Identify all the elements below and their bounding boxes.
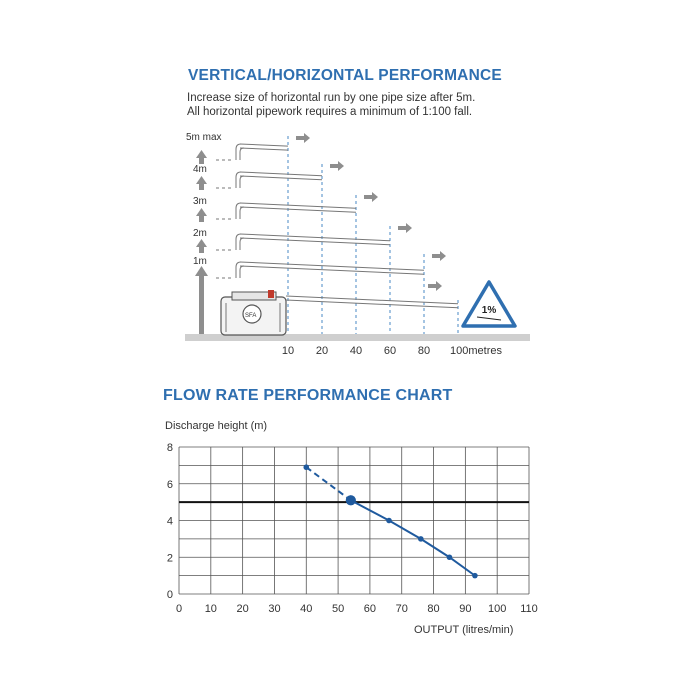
pipe-elbow-inner-3m: [240, 207, 244, 219]
distance-tick-100: 100metres: [450, 345, 502, 357]
pipe-run-2m: [240, 234, 390, 241]
pipe-run-inner-2m: [240, 238, 390, 245]
y-tick-label-2: 2: [166, 552, 173, 565]
pipe-run-4m: [240, 172, 322, 176]
fall-warning-icon: [463, 282, 515, 326]
x-tick-label-20: 20: [236, 603, 249, 615]
pump-unit-icon: [221, 290, 286, 335]
x-tick-label-0: 0: [175, 603, 183, 615]
pipe-run-inner-0m: [286, 300, 458, 308]
x-tick-label-30: 30: [268, 603, 281, 615]
up-arrow-5m: [196, 150, 207, 158]
x-tick-label-10: 10: [204, 603, 217, 615]
height-label-2m: 2m: [193, 228, 207, 239]
flow-rate-title: FLOW RATE PERFORMANCE CHART: [163, 387, 453, 404]
x-tick-label-60: 60: [363, 603, 377, 615]
vertical-rise-arrow: [199, 272, 204, 334]
x-tick-label-110: 110: [520, 603, 538, 615]
pipe-run-inner-4m: [240, 176, 322, 180]
y-axis-label: Discharge height (m): [165, 420, 268, 432]
data-point-1-4: [472, 573, 478, 579]
pipe-elbow-inner-5m: [240, 148, 244, 160]
up-arrow-2m-stem: [199, 247, 204, 253]
x-tick-label-100: 100: [488, 603, 507, 615]
height-label-4m: 4m: [193, 164, 207, 175]
fall-sign-label: 1%: [481, 305, 497, 316]
x-tick-label-90: 90: [459, 603, 472, 615]
pipe-elbow-inner-1m: [240, 266, 244, 278]
run-arrow-40: [364, 192, 378, 202]
y-tick-label-4: 4: [166, 515, 173, 528]
pipe-run-1m: [240, 262, 424, 270]
fall-note: All horizontal pipework requires a minimum of 1:100 fall.: [187, 106, 473, 118]
pipe-run-inner-1m: [240, 266, 424, 274]
y-tick-label-8: 8: [166, 442, 173, 454]
distance-tick-20: 20: [315, 345, 329, 357]
pipe-run-0m: [286, 296, 458, 304]
y-tick-label-6: 6: [166, 478, 173, 491]
x-tick-label-40: 40: [300, 603, 313, 615]
height-label-5m: 5m max: [186, 132, 222, 143]
height-label-1m: 1m: [193, 256, 207, 267]
series-line-solid: [351, 500, 475, 575]
distance-tick-40: 40: [349, 345, 363, 357]
run-arrow-100: [428, 281, 442, 291]
run-arrow-20: [330, 161, 344, 171]
x-tick-label-50: 50: [331, 603, 345, 615]
data-point-1-0: [346, 495, 356, 505]
pipe-elbow-inner-2m: [240, 238, 244, 250]
pipe-elbow-inner-4m: [240, 176, 244, 188]
flow-rate-chart: [167, 442, 538, 615]
run-arrow-60: [398, 223, 412, 233]
up-arrow-4m-stem: [199, 184, 204, 190]
pipe-run-inner-5m: [240, 148, 288, 150]
x-axis-label: OUTPUT (litres/min): [414, 624, 514, 636]
distance-tick-60: 60: [383, 345, 397, 357]
run-arrow-10: [296, 133, 310, 143]
up-arrow-3m: [196, 208, 207, 216]
data-point-1-2: [418, 536, 424, 542]
x-tick-label-80: 80: [427, 603, 440, 615]
distance-tick-80: 80: [417, 345, 431, 357]
data-point-1-3: [447, 554, 453, 560]
pipe-run-5m: [240, 144, 288, 146]
up-arrow-2m: [196, 239, 207, 247]
up-arrow-4m: [196, 176, 207, 184]
rise-arrow-head: [195, 266, 208, 276]
data-point-1-1: [386, 518, 392, 524]
vertical-horizontal-title: VERTICAL/HORIZONTAL PERFORMANCE: [188, 67, 502, 84]
pipe-size-note: Increase size of horizontal run by one pipe size after 5m.: [187, 92, 476, 104]
distance-tick-10: 10: [281, 345, 295, 357]
run-arrow-80: [432, 251, 446, 261]
svg-text:SFA: SFA: [245, 313, 257, 319]
data-point-0-0: [303, 464, 309, 470]
height-label-3m: 3m: [193, 196, 207, 207]
x-tick-label-70: 70: [395, 603, 408, 615]
up-arrow-3m-stem: [199, 216, 204, 222]
y-tick-label-0: 0: [166, 589, 173, 601]
